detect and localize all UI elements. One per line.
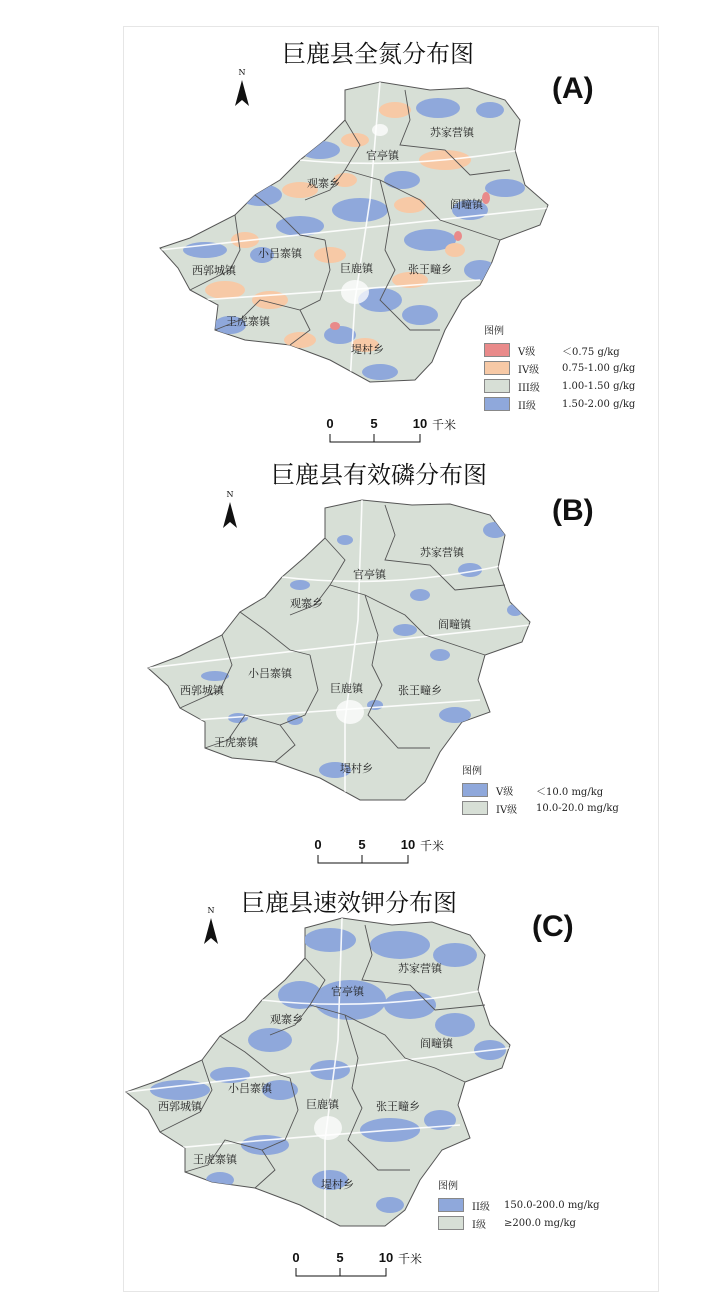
town-label: 巨鹿镇 — [340, 262, 373, 275]
north-arrow-icon: N — [203, 906, 219, 946]
map-title: 巨鹿县速效钾分布图 — [241, 889, 457, 917]
legend-item: II级 1.50-2.00 g/kg — [484, 395, 635, 413]
legend-item: IV级 0.75-1.00 g/kg — [484, 359, 635, 377]
legend-item: III级 1.00-1.50 g/kg — [484, 377, 635, 395]
legend-title: 图例 — [438, 1181, 458, 1192]
town-label: 巨鹿镇 — [306, 1098, 339, 1111]
town-label: 张王疃乡 — [408, 263, 452, 276]
town-label: 官亭镇 — [366, 149, 399, 162]
legend-item: V级 ＜10.0 mg/kg — [462, 781, 619, 799]
scale-bar: 0 5 10 千米 — [328, 416, 468, 448]
town-label: 官亭镇 — [353, 568, 386, 581]
town-label: 张王疃乡 — [376, 1100, 420, 1113]
town-label: 巨鹿镇 — [330, 682, 363, 695]
legend-item: IV级 10.0-20.0 mg/kg — [462, 799, 619, 817]
legend-item: I级 ≥200.0 mg/kg — [438, 1214, 600, 1232]
legend-item: II级 150.0-200.0 mg/kg — [438, 1196, 600, 1214]
panel-label: (A) — [552, 72, 594, 105]
map-title: 巨鹿县全氮分布图 — [282, 40, 474, 68]
scale-bar: 0 5 10 千米 — [294, 1250, 434, 1282]
town-label: 小吕寨镇 — [258, 247, 302, 260]
town-label: 苏家营镇 — [430, 126, 474, 139]
north-arrow-icon: N — [222, 490, 238, 530]
town-label: 小吕寨镇 — [228, 1082, 272, 1095]
legend-title: 图例 — [484, 326, 504, 337]
town-label: 阎疃镇 — [420, 1037, 453, 1050]
town-label: 官亭镇 — [331, 985, 364, 998]
town-label: 苏家营镇 — [398, 962, 442, 975]
town-label: 西郭城镇 — [192, 264, 236, 277]
town-label: 阎疃镇 — [450, 198, 483, 211]
town-label: 张王疃乡 — [398, 684, 442, 697]
scale-bar: 0 5 10 千米 — [316, 837, 456, 869]
town-label: 西郭城镇 — [158, 1100, 202, 1113]
panel-label: (C) — [532, 910, 574, 943]
legend-item: V级 ＜0.75 g/kg — [484, 341, 635, 359]
north-arrow-icon: N — [234, 68, 250, 108]
town-label: 阎疃镇 — [438, 618, 471, 631]
town-label: 堤村乡 — [351, 343, 384, 356]
town-label: 王虎寨镇 — [193, 1153, 237, 1166]
town-label: 王虎寨镇 — [226, 315, 270, 328]
town-label: 小吕寨镇 — [248, 667, 292, 680]
panel-label: (B) — [552, 494, 594, 527]
town-label: 观寨乡 — [307, 177, 340, 190]
legend-title: 图例 — [462, 766, 482, 777]
town-label: 西郭城镇 — [180, 684, 224, 697]
town-label: 观寨乡 — [290, 597, 323, 610]
town-label: 苏家营镇 — [420, 546, 464, 559]
town-label: 王虎寨镇 — [214, 736, 258, 749]
map-legend — [438, 1177, 600, 1232]
town-label: 观寨乡 — [270, 1013, 303, 1026]
town-label: 堤村乡 — [321, 1178, 354, 1191]
map-title: 巨鹿县有效磷分布图 — [271, 461, 487, 489]
town-label: 堤村乡 — [340, 762, 373, 775]
